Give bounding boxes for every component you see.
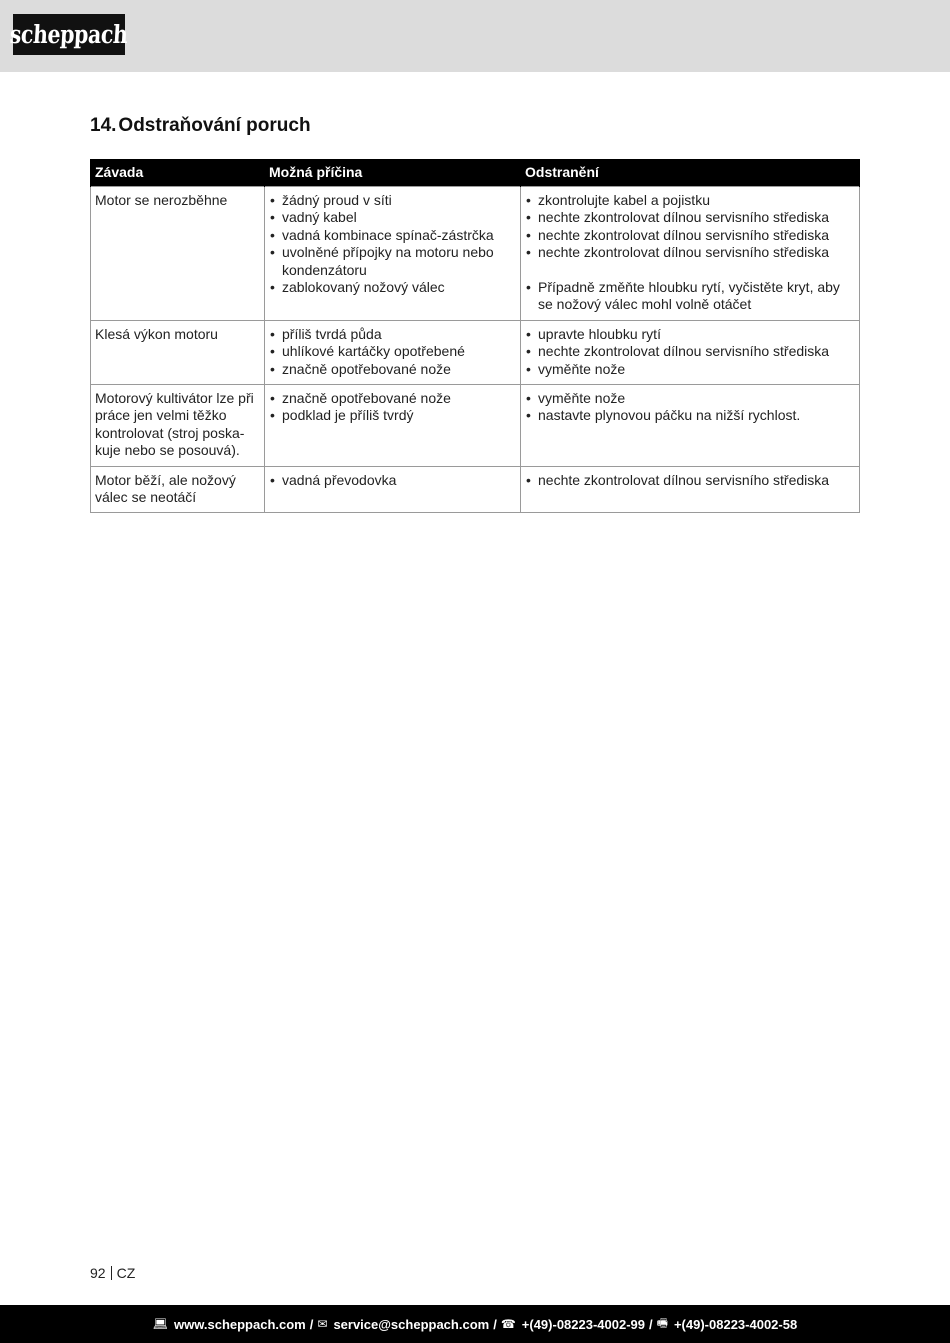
section-title-text: Odstraňování poruch [118, 115, 311, 136]
website-link[interactable]: www.scheppach.com [174, 1316, 306, 1332]
scheppach-logo [9, 14, 129, 55]
remedy-list [525, 326, 855, 378]
table-row [91, 187, 860, 321]
cause-item: • příliš tvrdá půda [269, 326, 516, 343]
cause-item: • vadná převodovka [269, 472, 516, 489]
page-number-value: 92 [90, 1265, 106, 1281]
cause-item: • značně opotřebované nože [269, 361, 516, 378]
cause-list [269, 472, 516, 489]
remedy-cell [521, 187, 860, 321]
page-number [90, 1265, 135, 1281]
remedy-item: • nastavte plynovou páčku na nižší rychlost. [525, 407, 855, 424]
fault-cell: Motor se nerozběhne [91, 187, 265, 321]
remedy-item: • nechte zkontrolovat dílnou servisního střediska [525, 227, 855, 244]
fax-number: +(49)-08223-4002-58 [673, 1316, 798, 1332]
cause-list [269, 390, 516, 425]
header-bar [0, 0, 950, 72]
cause-item: • značně opotřebované nože [269, 390, 516, 407]
cause-list [269, 326, 516, 378]
remedy-cell [521, 385, 860, 467]
cause-cell [265, 466, 521, 513]
table-row [91, 466, 860, 513]
cause-item: • podklad je příliš tvrdý [269, 407, 516, 424]
cause-item: • vadná kombinace spínač-zástrčka [269, 227, 516, 244]
cause-list [269, 192, 516, 296]
remedy-item: • vyměňte nože [525, 361, 855, 378]
remedy-list [525, 192, 855, 314]
remedy-list [525, 472, 855, 489]
troubleshooting-table [90, 159, 860, 513]
remedy-cell [521, 320, 860, 384]
cause-item: • uhlíkové kartáčky opotřebené [269, 343, 516, 360]
remedy-item: • vyměňte nože [525, 390, 855, 407]
remedy-item: • nechte zkontrolovat dílnou servisního střediska [525, 472, 855, 489]
contact-separator: / [493, 1316, 497, 1332]
column-header-fault: Závada [91, 159, 265, 187]
cause-cell [265, 320, 521, 384]
contact-bar [0, 1305, 950, 1343]
logo-text: scheppach [9, 20, 129, 49]
computer-icon: 💻︎ [152, 1317, 169, 1331]
cause-item: • uvolněné přípojky na motoru nebo kondenzátoru [269, 244, 516, 279]
remedy-list [525, 390, 855, 425]
column-header-cause: Možná příčina [265, 159, 521, 187]
remedy-item: • nechte zkontrolovat dílnou servisního střediska [525, 209, 855, 226]
cause-item: • vadný kabel [269, 209, 516, 226]
telephone-icon: ☎︎ [500, 1317, 516, 1331]
cause-item: • žádný proud v síti [269, 192, 516, 209]
envelope-icon: ✉︎ [317, 1317, 328, 1331]
remedy-item: • Případně změňte hloubku rytí, vyčistěte kryt, aby se nožový válec mohl volně otáčet [525, 279, 855, 314]
cause-cell [265, 187, 521, 321]
remedy-item: • nechte zkontrolovat dílnou servisního střediska [525, 343, 855, 360]
phone-number: +(49)-08223-4002-99 [521, 1316, 646, 1332]
contact-separator: / [649, 1316, 653, 1332]
fax-icon: 🖷︎ [656, 1315, 668, 1330]
cause-item: • zablokovaný nožový válec [269, 279, 516, 296]
email-link[interactable]: service@scheppach.com [333, 1316, 490, 1332]
section-title [90, 115, 311, 137]
contact-separator: / [309, 1316, 314, 1332]
page-language: CZ [116, 1265, 136, 1281]
table-row [91, 320, 860, 384]
fault-cell: Motorový kultivátor lze při práce jen velmi těžko kontrolovat (stroj poska-kuje nebo se posouvá). [91, 385, 265, 467]
remedy-item: • upravte hloubku rytí [525, 326, 855, 343]
remedy-item: • zkontrolujte kabel a pojistku [525, 192, 855, 209]
fault-cell: Klesá výkon motoru [91, 320, 265, 384]
fault-cell: Motor běží, ale nožový válec se neotáčí [91, 466, 265, 513]
table-header-row [91, 159, 860, 187]
column-header-remedy: Odstranění [521, 159, 860, 187]
cause-cell [265, 385, 521, 467]
page-number-divider [111, 1266, 112, 1280]
table-row [91, 385, 860, 467]
remedy-cell [521, 466, 860, 513]
section-number: 14. [90, 115, 117, 136]
remedy-item: • nechte zkontrolovat dílnou servisního střediska [525, 244, 855, 261]
